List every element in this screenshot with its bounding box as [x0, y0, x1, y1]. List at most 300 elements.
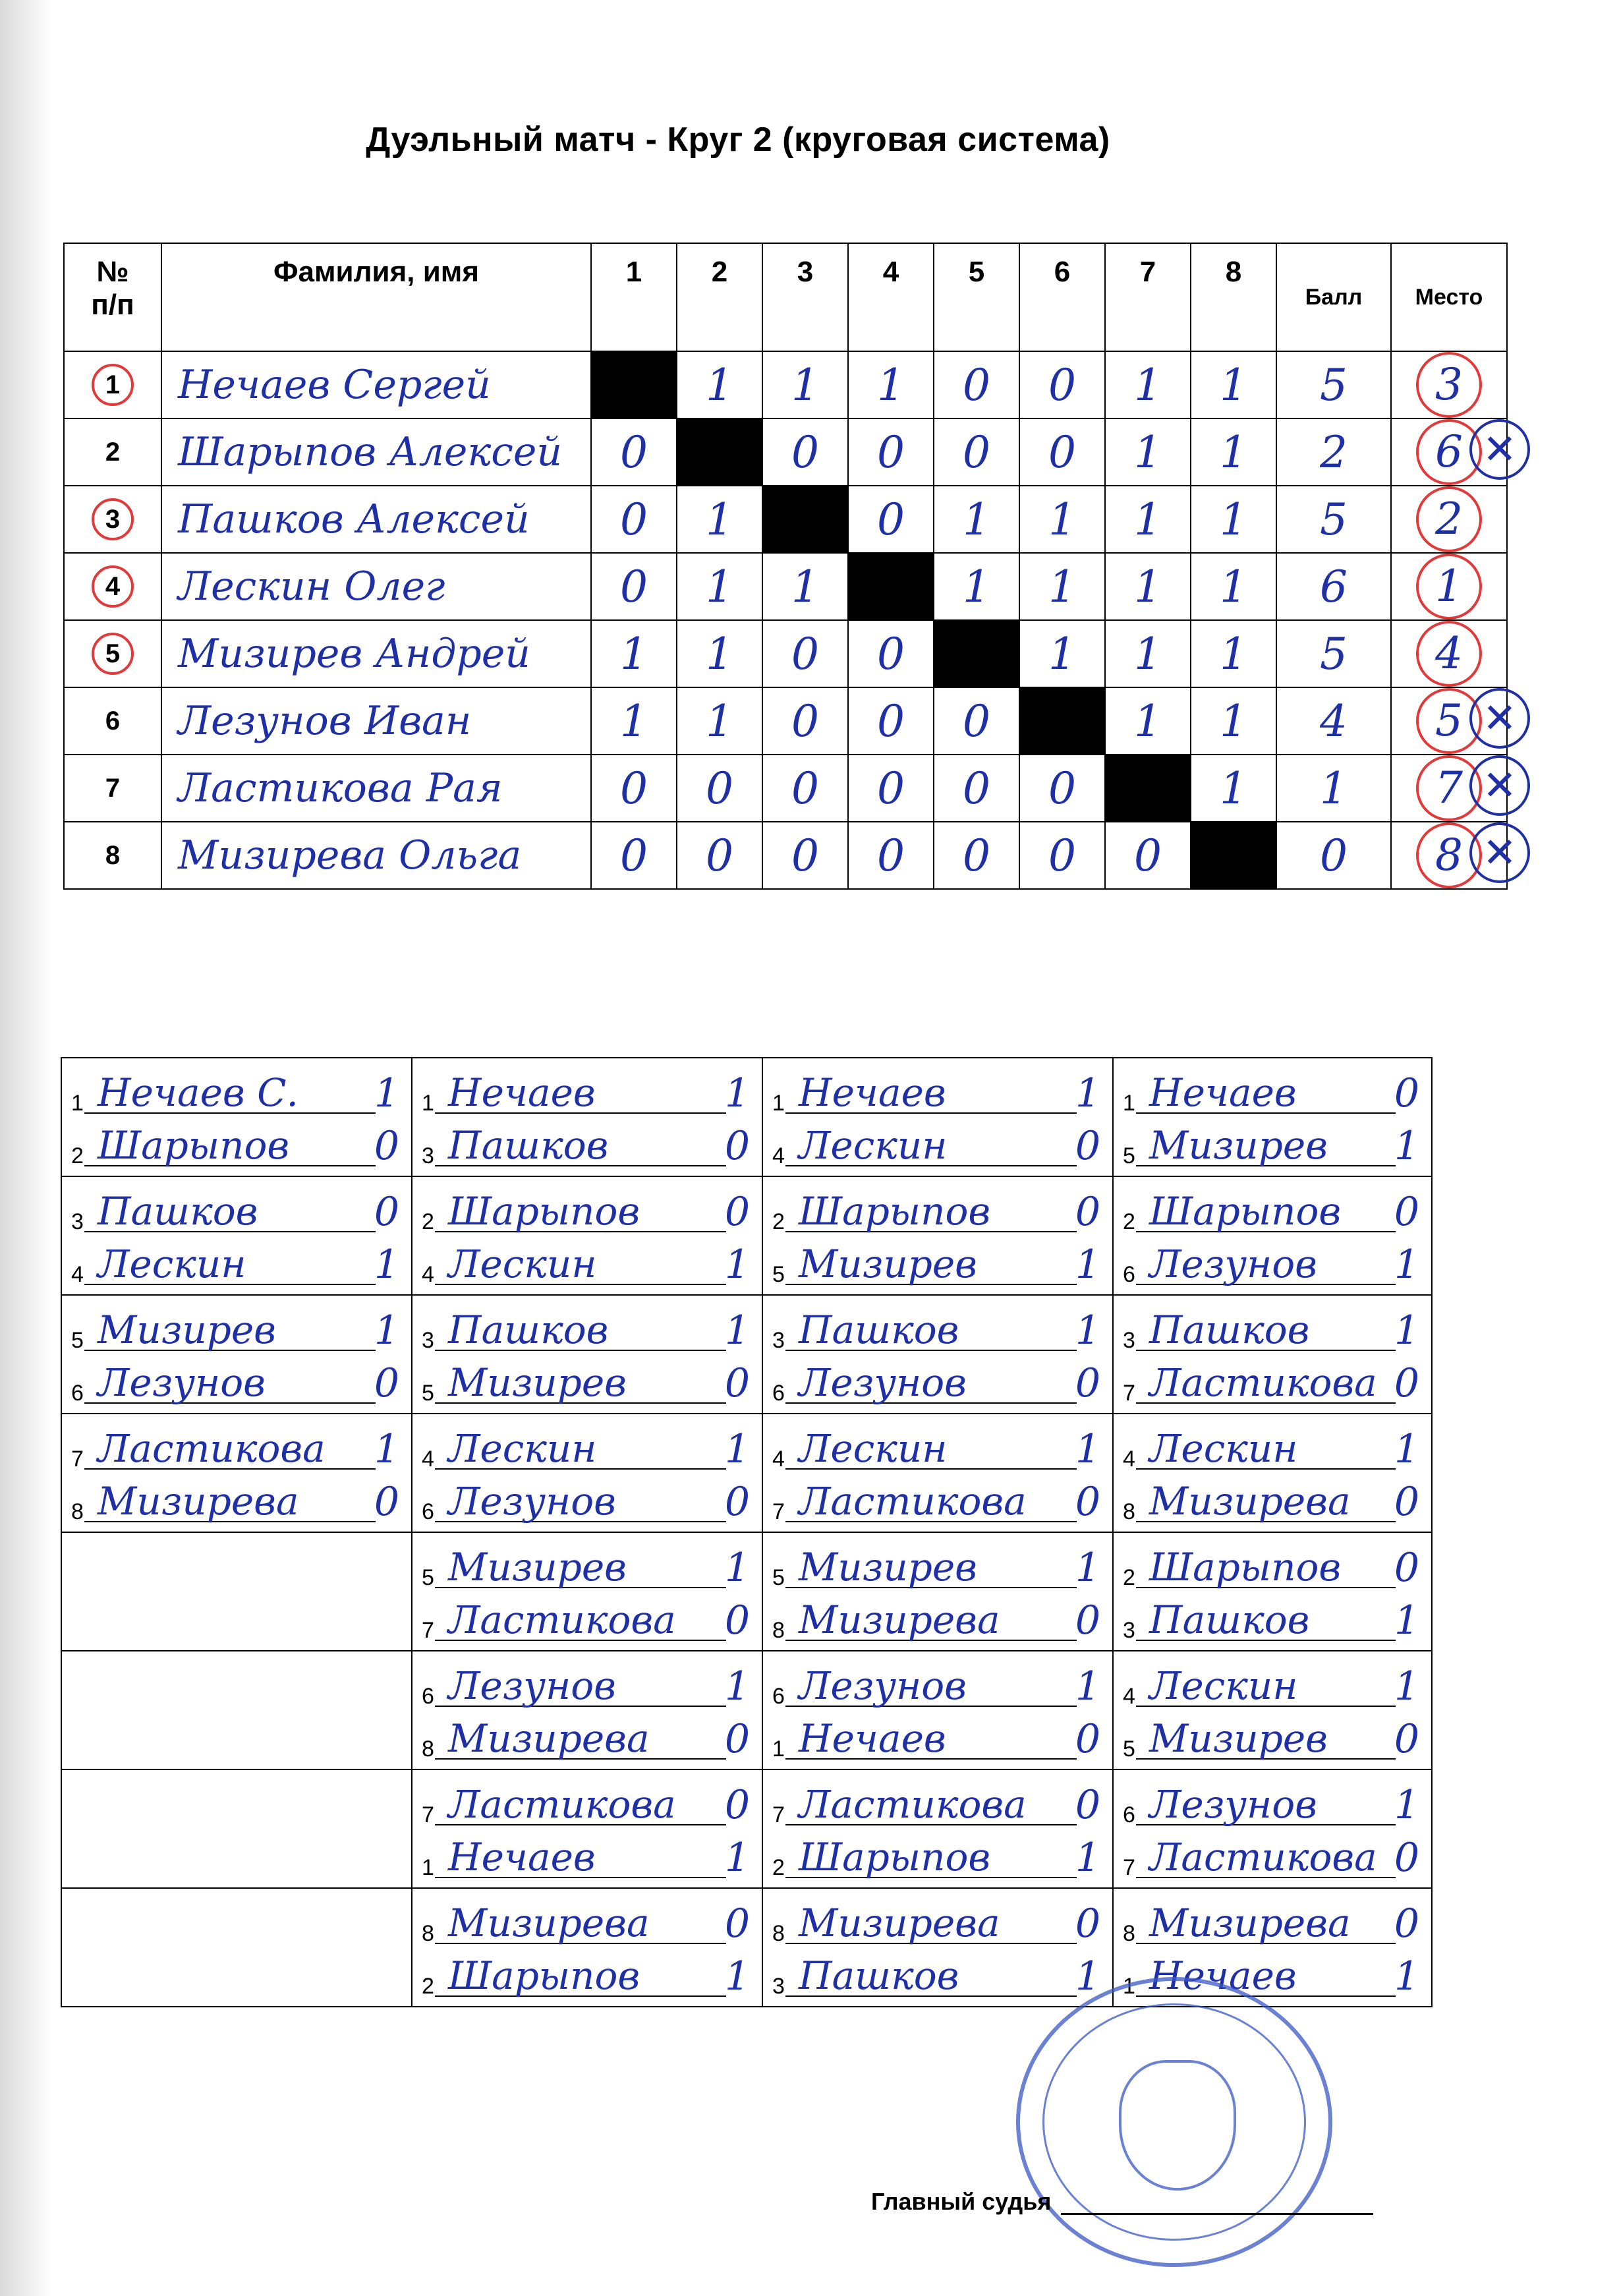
- participant-number: 2: [64, 418, 161, 486]
- match-result: 1: [1191, 687, 1276, 755]
- pairing-number: 6: [772, 1381, 785, 1406]
- match-result: 0: [848, 486, 934, 553]
- participant-score: 2: [1276, 418, 1391, 486]
- pairing-name: Лескин: [1149, 1426, 1298, 1471]
- pairing-name: Ластикова: [448, 1597, 676, 1642]
- pairing-result: 0: [724, 1360, 750, 1406]
- pairing-line: [1123, 1779, 1422, 1832]
- pairing-line: [71, 1305, 402, 1358]
- pairing-result: 1: [374, 1307, 399, 1354]
- pairing-result: 1: [1075, 1953, 1100, 1999]
- match-result: 0: [762, 822, 848, 889]
- pairing-name: Мизирев: [799, 1545, 977, 1590]
- pairing-name: Пашков: [448, 1123, 609, 1168]
- pairing-cell: [412, 1176, 762, 1295]
- pairing-line: [71, 1068, 402, 1120]
- match-result: 0: [1019, 418, 1105, 486]
- pairing-name: Шарыпов: [1149, 1545, 1342, 1590]
- participant-place: [1391, 822, 1517, 889]
- match-result: 0: [934, 822, 1019, 889]
- participant-row: [64, 418, 1507, 486]
- pairing-name: Пашков: [1149, 1597, 1310, 1642]
- pairing-cell: [1113, 1532, 1432, 1651]
- match-result: 1: [762, 351, 848, 418]
- pairing-number: 1: [772, 1736, 785, 1762]
- header-score: Балл: [1276, 243, 1391, 351]
- pairing-result: 1: [374, 1242, 399, 1288]
- pairing-number: 7: [772, 1802, 785, 1827]
- pairing-name: Нечаев: [1149, 1953, 1297, 1998]
- pairing-result: 1: [724, 1953, 750, 1999]
- header-round-6: 6: [1019, 243, 1105, 351]
- participant-name: Мизирев Андрей: [161, 620, 591, 687]
- pairing-number: 1: [422, 1855, 434, 1880]
- pairing-result: 1: [724, 1307, 750, 1354]
- pairing-result: 1: [1394, 1242, 1419, 1288]
- pairing-name: Мизирева: [799, 1901, 1000, 1945]
- pairing-name: Шарыпов: [448, 1953, 640, 1998]
- pairing-number: 2: [772, 1855, 785, 1880]
- pairing-cell: [412, 1888, 762, 2007]
- pairing-number: 6: [422, 1499, 434, 1524]
- pairing-result: 1: [724, 1545, 750, 1591]
- pairing-number: 2: [1123, 1209, 1135, 1234]
- participant-place: [1391, 418, 1517, 486]
- participant-name: Мизирева Ольга: [161, 822, 591, 889]
- pairing-cell: [762, 1295, 1113, 1414]
- elimination-mark: ✕: [1469, 822, 1530, 883]
- participant-row: [64, 687, 1507, 755]
- pairing-name: Лезунов: [448, 1479, 616, 1524]
- pairing-cell: [762, 1414, 1113, 1532]
- participant-row: [64, 755, 1507, 822]
- pairing-name: Пашков: [1149, 1307, 1310, 1352]
- pairing-name: Лескин: [448, 1242, 597, 1286]
- empty-pairing-cell: [61, 1651, 412, 1769]
- pairing-name: Мизирев: [448, 1360, 627, 1405]
- match-result: 1: [591, 687, 677, 755]
- pairings-row: [61, 1176, 1432, 1295]
- pairing-result: 1: [1394, 1597, 1419, 1644]
- place-circle: 5: [1416, 688, 1482, 754]
- pairing-line: [1123, 1120, 1422, 1173]
- pairing-name: Ластикова: [1149, 1360, 1377, 1405]
- match-result: 0: [591, 486, 677, 553]
- number-circle: 3: [92, 498, 134, 540]
- pairing-line: [422, 1239, 753, 1292]
- header-round-4: 4: [848, 243, 934, 351]
- pairing-line: [422, 1661, 753, 1713]
- pairing-line: [422, 1951, 753, 2003]
- pairing-line: [71, 1239, 402, 1292]
- pairing-result: 1: [724, 1663, 750, 1709]
- pairing-cell: [61, 1295, 412, 1414]
- pairings-row: [61, 1769, 1432, 1888]
- match-result: 1: [1105, 687, 1191, 755]
- pairing-cell: [762, 1176, 1113, 1295]
- pairing-number: 8: [1123, 1921, 1135, 1946]
- match-result: 0: [848, 755, 934, 822]
- pairing-number: 1: [1123, 1974, 1135, 1999]
- match-result: 1: [1019, 486, 1105, 553]
- match-result: 0: [762, 755, 848, 822]
- match-result: 1: [1191, 553, 1276, 620]
- pairing-line: [422, 1358, 753, 1410]
- pairing-line: [422, 1542, 753, 1595]
- pairing-result: 0: [1394, 1189, 1419, 1235]
- pairing-line: [71, 1358, 402, 1410]
- pairing-cell: [1113, 1058, 1432, 1176]
- pairing-name: Мизирева: [1149, 1901, 1351, 1945]
- pairing-number: 5: [1123, 1736, 1135, 1762]
- match-result: 1: [934, 486, 1019, 553]
- pairing-name: Мизирева: [448, 1901, 650, 1945]
- empty-pairing-cell: [61, 1888, 412, 2007]
- pairing-name: Мизирева: [1149, 1479, 1351, 1524]
- pairing-result: 0: [1075, 1360, 1100, 1406]
- pairing-name: Нечаев: [799, 1716, 946, 1761]
- pairing-name: Лезунов: [1149, 1782, 1317, 1827]
- pairing-number: 6: [772, 1684, 785, 1709]
- pairing-result: 0: [1394, 1070, 1419, 1116]
- pairing-result: 0: [374, 1123, 399, 1169]
- pairing-cell: [762, 1651, 1113, 1769]
- match-result: 0: [848, 822, 934, 889]
- pairing-name: Нечаев: [799, 1070, 946, 1115]
- pairing-result: 0: [1394, 1360, 1419, 1406]
- pairing-number: 6: [422, 1684, 434, 1709]
- match-result: 0: [934, 418, 1019, 486]
- pairing-result: 0: [1394, 1835, 1419, 1881]
- participant-name: Нечаев Сергей: [161, 351, 591, 418]
- pairing-name: Лезунов: [448, 1663, 616, 1708]
- pairing-name: Ластикова: [1149, 1835, 1377, 1880]
- official-stamp: [1016, 1977, 1332, 2267]
- participant-number: 6: [64, 687, 161, 755]
- match-result: 1: [1191, 351, 1276, 418]
- pairing-result: 0: [1075, 1189, 1100, 1235]
- pairing-result: 0: [1394, 1901, 1419, 1947]
- pairing-line: [71, 1120, 402, 1173]
- pairing-cell: [61, 1414, 412, 1532]
- pairing-name: Нечаев: [448, 1070, 596, 1115]
- pairing-line: [772, 1068, 1103, 1120]
- pairing-name: Мизирев: [448, 1545, 627, 1590]
- pairing-name: Ластикова: [448, 1782, 676, 1827]
- pairing-result: 0: [724, 1479, 750, 1525]
- pairing-line: [71, 1186, 402, 1239]
- pairing-result: 1: [1394, 1663, 1419, 1709]
- pairing-name: Мизирев: [1149, 1123, 1328, 1168]
- match-result: 1: [677, 687, 762, 755]
- pairing-cell: [762, 1888, 1113, 2007]
- match-result: 1: [1191, 486, 1276, 553]
- match-result: 1: [1105, 418, 1191, 486]
- pairing-number: 6: [1123, 1802, 1135, 1827]
- pairing-line: [71, 1423, 402, 1476]
- pairing-line: [772, 1542, 1103, 1595]
- pairing-cell: [412, 1414, 762, 1532]
- pairing-line: [1123, 1186, 1422, 1239]
- header-round-2: 2: [677, 243, 762, 351]
- diagonal-cell: [934, 620, 1019, 687]
- pairing-result: 0: [374, 1189, 399, 1235]
- pairing-name: Нечаев: [1149, 1070, 1297, 1115]
- pairing-name: Мизирева: [799, 1597, 1000, 1642]
- pairing-cell: [1113, 1176, 1432, 1295]
- pairing-number: 1: [1123, 1091, 1135, 1116]
- pairing-number: 4: [1123, 1684, 1135, 1709]
- participant-number: [64, 486, 161, 553]
- pairing-name: Шарыпов: [98, 1123, 290, 1168]
- pairing-number: 8: [422, 1736, 434, 1762]
- pairing-name: Шарыпов: [799, 1835, 991, 1880]
- pairing-cell: [412, 1532, 762, 1651]
- pairing-result: 1: [374, 1426, 399, 1472]
- pairing-number: 4: [422, 1447, 434, 1472]
- place-circle: 6: [1416, 419, 1482, 485]
- results-table: [63, 243, 1517, 890]
- results-header-row: [64, 243, 1507, 351]
- number-circle: 5: [92, 633, 134, 675]
- match-result: 0: [762, 687, 848, 755]
- pairing-number: 4: [772, 1143, 785, 1168]
- pairing-name: Лескин: [799, 1123, 948, 1168]
- pairing-result: 0: [724, 1901, 750, 1947]
- pairing-line: [772, 1832, 1103, 1885]
- match-result: 1: [1191, 755, 1276, 822]
- pairing-line: [772, 1595, 1103, 1648]
- match-result: 1: [591, 620, 677, 687]
- match-result: 1: [677, 553, 762, 620]
- pairing-line: [422, 1423, 753, 1476]
- pairing-cell: [412, 1651, 762, 1769]
- pairing-line: [422, 1120, 753, 1173]
- pairing-result: 1: [1075, 1070, 1100, 1116]
- diagonal-cell: [677, 418, 762, 486]
- pairing-name: Мизирева: [448, 1716, 650, 1761]
- header-name: Фамилия, имя: [161, 243, 591, 351]
- pairing-result: 1: [1394, 1782, 1419, 1828]
- pairing-name: Пашков: [799, 1307, 959, 1352]
- pairing-number: 1: [422, 1091, 434, 1116]
- elimination-mark: ✕: [1469, 755, 1530, 816]
- participant-score: 5: [1276, 486, 1391, 553]
- pairing-number: 5: [772, 1262, 785, 1287]
- pairing-line: [1123, 1832, 1422, 1885]
- pairing-cell: [412, 1058, 762, 1176]
- pairing-result: 1: [1394, 1426, 1419, 1472]
- pairing-line: [1123, 1423, 1422, 1476]
- pairing-name: Лескин: [1149, 1663, 1298, 1708]
- pairing-cell: [762, 1769, 1113, 1888]
- pairing-number: 2: [422, 1974, 434, 1999]
- match-result: 0: [848, 418, 934, 486]
- participant-number: [64, 351, 161, 418]
- elimination-mark: ✕: [1469, 688, 1530, 749]
- pairing-number: 4: [71, 1262, 84, 1287]
- pairing-cell: [762, 1058, 1113, 1176]
- pairing-name: Пашков: [448, 1307, 609, 1352]
- diagonal-cell: [1105, 755, 1191, 822]
- match-result: 0: [1019, 822, 1105, 889]
- pairing-number: 2: [772, 1209, 785, 1234]
- match-result: 1: [1105, 553, 1191, 620]
- match-result: 1: [1105, 620, 1191, 687]
- pairings-grid: [61, 1057, 1433, 2007]
- pairing-cell: [1113, 1769, 1432, 1888]
- pairing-line: [1123, 1542, 1422, 1595]
- header-round-5: 5: [934, 243, 1019, 351]
- pairing-name: Лезунов: [799, 1663, 967, 1708]
- pairing-name: Мизирева: [98, 1479, 299, 1524]
- pairing-number: 8: [422, 1921, 434, 1946]
- participant-score: 5: [1276, 351, 1391, 418]
- pairing-result: 0: [724, 1716, 750, 1762]
- participant-row: [64, 351, 1507, 418]
- pairing-name: Пашков: [799, 1953, 959, 1998]
- pairing-line: [422, 1068, 753, 1120]
- match-result: 0: [1019, 755, 1105, 822]
- pairing-result: 1: [724, 1835, 750, 1881]
- pairing-result: 1: [1394, 1953, 1419, 1999]
- pairing-name: Лескин: [448, 1426, 597, 1471]
- pairing-line: [422, 1779, 753, 1832]
- place-circle: 3: [1416, 352, 1482, 418]
- pairing-line: [1123, 1068, 1422, 1120]
- pairing-result: 1: [724, 1426, 750, 1472]
- pairing-result: 1: [1075, 1663, 1100, 1709]
- chief-judge-label: Главный судья: [871, 2188, 1052, 2215]
- pairing-number: 3: [772, 1328, 785, 1353]
- pairing-result: 1: [1075, 1242, 1100, 1288]
- pairing-result: 0: [1394, 1479, 1419, 1525]
- pairing-number: 3: [1123, 1328, 1135, 1353]
- number-circle: 1: [92, 364, 134, 406]
- pairing-number: 7: [1123, 1381, 1135, 1406]
- match-result: 1: [1105, 486, 1191, 553]
- pairing-number: 3: [71, 1209, 84, 1234]
- match-result: 0: [934, 351, 1019, 418]
- match-result: 1: [677, 620, 762, 687]
- pairing-name: Лезунов: [1149, 1242, 1317, 1286]
- pairing-line: [422, 1476, 753, 1529]
- pairing-result: 1: [374, 1070, 399, 1116]
- participant-row: [64, 486, 1507, 553]
- signature-line: [1061, 2213, 1373, 2215]
- pairing-line: [772, 1423, 1103, 1476]
- pairing-number: 7: [422, 1802, 434, 1827]
- participant-place: [1391, 687, 1517, 755]
- pairing-cell: [61, 1058, 412, 1176]
- pairing-result: 1: [724, 1242, 750, 1288]
- diagonal-cell: [1019, 687, 1105, 755]
- pairing-result: 1: [1075, 1545, 1100, 1591]
- pairing-number: 2: [422, 1209, 434, 1234]
- participant-row: [64, 822, 1507, 889]
- pairing-result: 0: [1075, 1901, 1100, 1947]
- pairing-line: [1123, 1476, 1422, 1529]
- pairing-number: 5: [71, 1328, 84, 1353]
- match-result: 1: [1191, 418, 1276, 486]
- pairing-name: Нечаев: [448, 1835, 596, 1880]
- pairing-line: [71, 1476, 402, 1529]
- place-circle: 1: [1416, 554, 1482, 619]
- pairing-cell: [1113, 1414, 1432, 1532]
- pairing-number: 7: [71, 1447, 84, 1472]
- pairing-cell: [412, 1295, 762, 1414]
- diagonal-cell: [591, 351, 677, 418]
- pairing-number: 6: [71, 1381, 84, 1406]
- match-result: 0: [848, 687, 934, 755]
- participant-place: [1391, 351, 1507, 418]
- place-circle: 2: [1416, 486, 1482, 552]
- pairing-line: [1123, 1661, 1422, 1713]
- participant-number: [64, 620, 161, 687]
- participant-row: [64, 620, 1507, 687]
- pairing-name: Шарыпов: [448, 1189, 640, 1234]
- pairing-line: [422, 1595, 753, 1648]
- header-number: № п/п: [64, 243, 161, 351]
- pairing-result: 1: [1075, 1426, 1100, 1472]
- pairing-result: 1: [1075, 1835, 1100, 1881]
- pairing-number: 5: [422, 1381, 434, 1406]
- number-circle: 4: [92, 565, 134, 608]
- page-edge-shadow: [0, 0, 53, 2296]
- match-result: 0: [677, 822, 762, 889]
- pairing-name: Пашков: [98, 1189, 258, 1234]
- elimination-mark: ✕: [1469, 419, 1530, 480]
- pairing-result: 1: [724, 1070, 750, 1116]
- match-result: 0: [591, 755, 677, 822]
- pairing-number: 4: [772, 1447, 785, 1472]
- pairing-result: 0: [1394, 1545, 1419, 1591]
- participant-row: [64, 553, 1507, 620]
- participant-name: Шарыпов Алексей: [161, 418, 591, 486]
- pairing-number: 8: [772, 1618, 785, 1643]
- match-result: 1: [848, 351, 934, 418]
- pairing-name: Мизирев: [98, 1307, 276, 1352]
- pairing-line: [772, 1305, 1103, 1358]
- pairing-result: 1: [1075, 1307, 1100, 1354]
- place-circle: 7: [1416, 755, 1482, 821]
- pairing-line: [772, 1951, 1103, 2003]
- header-round-3: 3: [762, 243, 848, 351]
- pairing-number: 7: [772, 1499, 785, 1524]
- pairing-number: 8: [772, 1921, 785, 1946]
- pairing-line: [772, 1186, 1103, 1239]
- pairing-result: 0: [374, 1479, 399, 1525]
- pairing-line: [422, 1832, 753, 1885]
- pairing-number: 4: [1123, 1447, 1135, 1472]
- document-title: Дуэльный матч - Круг 2 (круговая система): [366, 121, 1110, 159]
- pairing-cell: [1113, 1651, 1432, 1769]
- pairing-number: 5: [422, 1565, 434, 1590]
- match-result: 0: [591, 822, 677, 889]
- pairing-result: 0: [724, 1189, 750, 1235]
- match-result: 0: [591, 553, 677, 620]
- pairing-number: 3: [422, 1143, 434, 1168]
- pairing-line: [1123, 1239, 1422, 1292]
- header-place: Место: [1391, 243, 1507, 351]
- pairings-row: [61, 1532, 1432, 1651]
- pairing-cell: [412, 1769, 762, 1888]
- empty-pairing-cell: [61, 1769, 412, 1888]
- pairing-number: 3: [1123, 1618, 1135, 1643]
- match-result: 1: [934, 553, 1019, 620]
- pairing-line: [772, 1661, 1103, 1713]
- pairing-name: Лескин: [799, 1426, 948, 1471]
